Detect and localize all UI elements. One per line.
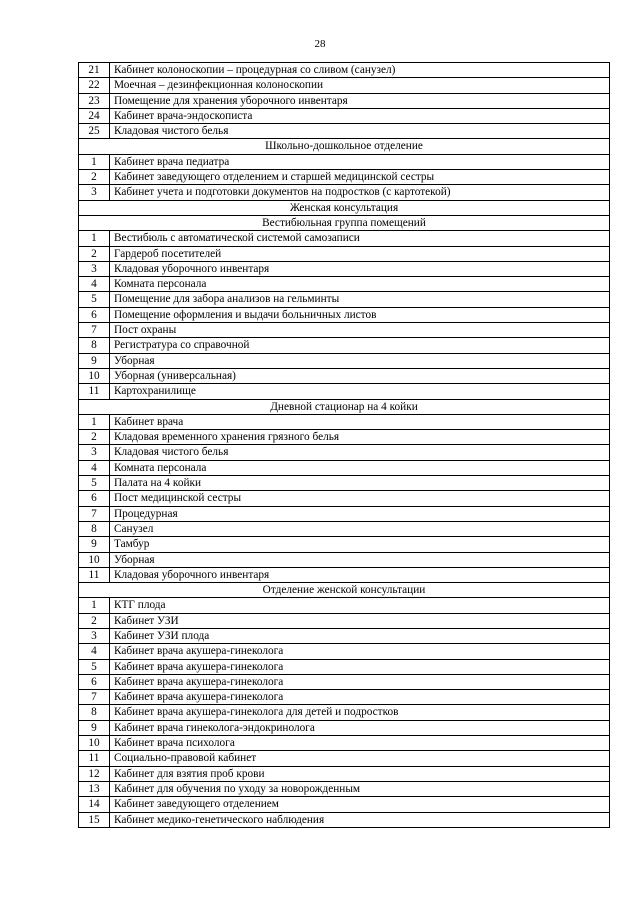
room-name: Помещение для хранения уборочного инвентаря [110, 93, 610, 108]
room-name: Кладовая чистого белья [110, 124, 610, 139]
row-number: 3 [79, 628, 110, 643]
row-number: 21 [79, 63, 110, 78]
room-name: Помещение оформления и выдачи больничных листов [110, 307, 610, 322]
section-header-row [79, 583, 610, 598]
table-row [79, 368, 610, 383]
room-name: Уборная [110, 353, 610, 368]
room-name: Уборная [110, 552, 610, 567]
row-number: 11 [79, 384, 110, 399]
row-number: 3 [79, 445, 110, 460]
row-number: 24 [79, 108, 110, 123]
table-row [79, 766, 610, 781]
row-number: 6 [79, 491, 110, 506]
section-header-row [79, 200, 610, 215]
room-name: Кладовая временного хранения грязного белья [110, 430, 610, 445]
table-row [79, 812, 610, 827]
room-name: Кабинет заведующего отделением и старшей медицинской сестры [110, 170, 610, 185]
room-name: Пост медицинской сестры [110, 491, 610, 506]
room-name: Кладовая чистого белья [110, 445, 610, 460]
room-name: Кабинет врача акушера-гинеколога для детей и подростков [110, 705, 610, 720]
table-row [79, 720, 610, 735]
table-row [79, 491, 610, 506]
room-name: Помещение для забора анализов на гельминты [110, 292, 610, 307]
table-row [79, 414, 610, 429]
table-row [79, 781, 610, 796]
room-name: Кабинет врача акушера-гинеколога [110, 644, 610, 659]
table-row [79, 690, 610, 705]
table-row [79, 108, 610, 123]
table-row [79, 751, 610, 766]
room-name: Кабинет врача-эндоскописта [110, 108, 610, 123]
table-row [79, 736, 610, 751]
table-row [79, 598, 610, 613]
section-title: Вестибюльная группа помещений [79, 215, 610, 230]
rooms-table-body [79, 63, 610, 828]
row-number: 9 [79, 353, 110, 368]
row-number: 14 [79, 797, 110, 812]
table-row [79, 231, 610, 246]
table-row [79, 292, 610, 307]
row-number: 7 [79, 690, 110, 705]
row-number: 6 [79, 307, 110, 322]
row-number: 7 [79, 323, 110, 338]
section-title: Дневной стационар на 4 койки [79, 399, 610, 414]
row-number: 1 [79, 154, 110, 169]
row-number: 2 [79, 170, 110, 185]
table-row [79, 154, 610, 169]
room-name: Социально-правовой кабинет [110, 751, 610, 766]
table-row [79, 338, 610, 353]
room-name: Гардероб посетителей [110, 246, 610, 261]
row-number: 8 [79, 338, 110, 353]
row-number: 12 [79, 766, 110, 781]
room-name: Палата на 4 койки [110, 476, 610, 491]
table-row [79, 460, 610, 475]
row-number: 1 [79, 231, 110, 246]
room-name: Кабинет врача [110, 414, 610, 429]
row-number: 2 [79, 430, 110, 445]
row-number: 3 [79, 185, 110, 200]
row-number: 11 [79, 567, 110, 582]
row-number: 15 [79, 812, 110, 827]
row-number: 10 [79, 552, 110, 567]
row-number: 7 [79, 506, 110, 521]
table-row [79, 613, 610, 628]
room-name: Кабинет медико-генетического наблюдения [110, 812, 610, 827]
row-number: 8 [79, 521, 110, 536]
table-row [79, 521, 610, 536]
room-name: Кабинет врача педиатра [110, 154, 610, 169]
room-name: Кабинет заведующего отделением [110, 797, 610, 812]
table-row [79, 246, 610, 261]
section-title: Женская консультация [79, 200, 610, 215]
room-name: Кабинет врача акушера-гинеколога [110, 674, 610, 689]
table-row [79, 644, 610, 659]
room-name: Процедурная [110, 506, 610, 521]
table-row [79, 185, 610, 200]
section-title: Отделение женской консультации [79, 583, 610, 598]
row-number: 1 [79, 598, 110, 613]
room-name: Кабинет колоноскопии – процедурная со сливом (санузел) [110, 63, 610, 78]
room-name: Кабинет врача акушера-гинеколога [110, 659, 610, 674]
section-header-row [79, 399, 610, 414]
table-row [79, 353, 610, 368]
table-row [79, 93, 610, 108]
table-row [79, 170, 610, 185]
table-row [79, 430, 610, 445]
room-name: Картохранилище [110, 384, 610, 399]
table-row [79, 124, 610, 139]
table-row [79, 537, 610, 552]
rooms-table [78, 62, 610, 828]
room-name: Кабинет врача гинеколога-эндокринолога [110, 720, 610, 735]
row-number: 8 [79, 705, 110, 720]
row-number: 10 [79, 368, 110, 383]
table-row [79, 323, 610, 338]
table-row [79, 78, 610, 93]
room-name: Моечная – дезинфекционная колоноскопии [110, 78, 610, 93]
row-number: 2 [79, 246, 110, 261]
table-row [79, 506, 610, 521]
table-row [79, 567, 610, 582]
table-row [79, 277, 610, 292]
section-header-row [79, 215, 610, 230]
room-name: Пост охраны [110, 323, 610, 338]
row-number: 9 [79, 720, 110, 735]
room-name: Уборная (универсальная) [110, 368, 610, 383]
row-number: 11 [79, 751, 110, 766]
table-row [79, 261, 610, 276]
table-row [79, 628, 610, 643]
table-row [79, 797, 610, 812]
room-name: Тамбур [110, 537, 610, 552]
room-name: Кабинет врача акушера-гинеколога [110, 690, 610, 705]
table-row [79, 445, 610, 460]
row-number: 4 [79, 277, 110, 292]
row-number: 6 [79, 674, 110, 689]
row-number: 10 [79, 736, 110, 751]
row-number: 22 [79, 78, 110, 93]
page-number: 28 [314, 38, 326, 50]
table-row [79, 552, 610, 567]
row-number: 5 [79, 292, 110, 307]
row-number: 5 [79, 476, 110, 491]
row-number: 9 [79, 537, 110, 552]
room-name: Комната персонала [110, 460, 610, 475]
row-number: 5 [79, 659, 110, 674]
room-name: Кабинет для обучения по уходу за новорожденным [110, 781, 610, 796]
table-row [79, 307, 610, 322]
room-name: Санузел [110, 521, 610, 536]
row-number: 2 [79, 613, 110, 628]
table-row [79, 476, 610, 491]
room-name: КТГ плода [110, 598, 610, 613]
section-title: Школьно-дошкольное отделение [79, 139, 610, 154]
room-name: Кабинет УЗИ [110, 613, 610, 628]
table-row [79, 705, 610, 720]
row-number: 4 [79, 460, 110, 475]
row-number: 25 [79, 124, 110, 139]
room-name: Кладовая уборочного инвентаря [110, 261, 610, 276]
room-name: Кабинет УЗИ плода [110, 628, 610, 643]
room-name: Регистратура со справочной [110, 338, 610, 353]
room-name: Вестибюль с автоматической системой самозаписи [110, 231, 610, 246]
table-row [79, 384, 610, 399]
row-number: 23 [79, 93, 110, 108]
table-row [79, 63, 610, 78]
room-name: Кабинет учета и подготовки документов на подростков (с картотекой) [110, 185, 610, 200]
room-name: Кладовая уборочного инвентаря [110, 567, 610, 582]
room-name: Кабинет врача психолога [110, 736, 610, 751]
section-header-row [79, 139, 610, 154]
row-number: 3 [79, 261, 110, 276]
room-name: Кабинет для взятия проб крови [110, 766, 610, 781]
row-number: 1 [79, 414, 110, 429]
row-number: 13 [79, 781, 110, 796]
table-row [79, 674, 610, 689]
row-number: 4 [79, 644, 110, 659]
table-row [79, 659, 610, 674]
room-name: Комната персонала [110, 277, 610, 292]
